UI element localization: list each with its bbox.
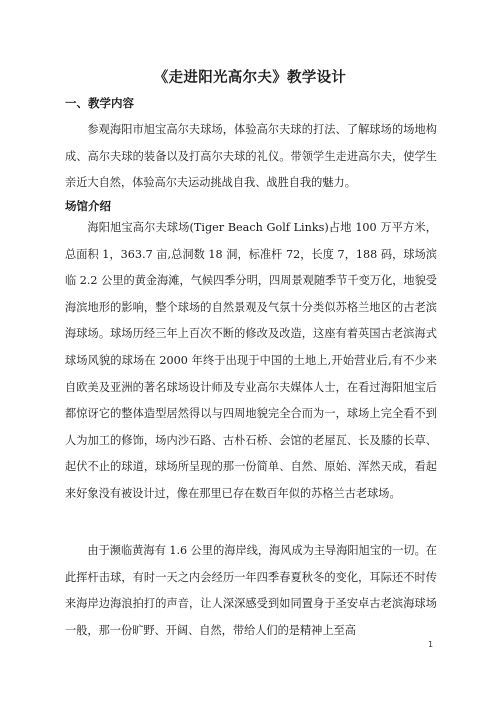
paragraph-venue-intro: 海阳旭宝高尔夫球场(Tiger Beach Golf Links)占地 100 万平方米，总面积 1，363.7 亩,总洞数 18 洞，标准杆 72，长度 7，188 码，球场滨临 2.2 公里的黄金海滩，气候四季分明，四周景观随季节千变万化，地貌受海滨地形的影响，整个球场的自然景观及气氛十分类似苏格兰地区的古老滨海球场。球场历经三年上百次不断的修改及改造，这座有着英国古老滨海式球场风貌的球场在 2000 年终于出现于中国的土地上,开始营业后,有不少来自欧美及亚洲的著名球场设计师及专业高尔夫媒体人士，在看过海阳旭宝后都惊讶它的整体造型居然得以与四周地貌完全合而为一，球场上完全看不到人为加工的修饰，场内沙石路、古朴石桥、会馆的老屋瓦、长及膝的长草、起伏不止的球道，球场所呈现的那一份简单、自然、原始、浑然天成，看起来好象没有被设计过，像在那里已存在数百年似的苏格兰古老球场。 [65, 221, 437, 500]
section-heading-teaching-content: 一、教学内容 [65, 96, 134, 110]
document-title: 《走进阳光高尔夫》教学设计 [153, 70, 347, 86]
paragraph-sea-wind: 由于濒临黄海有 1.6 公里的海岸线，海风成为主导海阳旭宝的一切。在此挥杆击球，有时一天之内会经历一年四季春夏秋冬的变化，耳际还不时传来海岸边海浪拍打的声音，让人深深感受到如同置身于圣安卓古老滨海球场一般，那一份旷野、开阔、自然，带给人们的是精神上至高 [65, 544, 437, 637]
page-number: 1 [428, 640, 434, 649]
section-heading-venue-intro: 场馆介绍 [65, 199, 111, 213]
paragraph-teaching-content: 参观海阳市旭宝高尔夫球场，体验高尔夫球的打法、了解球场的场地构成、高尔夫球的装备以及打高尔夫球的礼仪。带领学生走进高尔夫，使学生亲近大自然，体验高尔夫运动挑战自我、战胜自我的魅力。 [65, 123, 437, 190]
